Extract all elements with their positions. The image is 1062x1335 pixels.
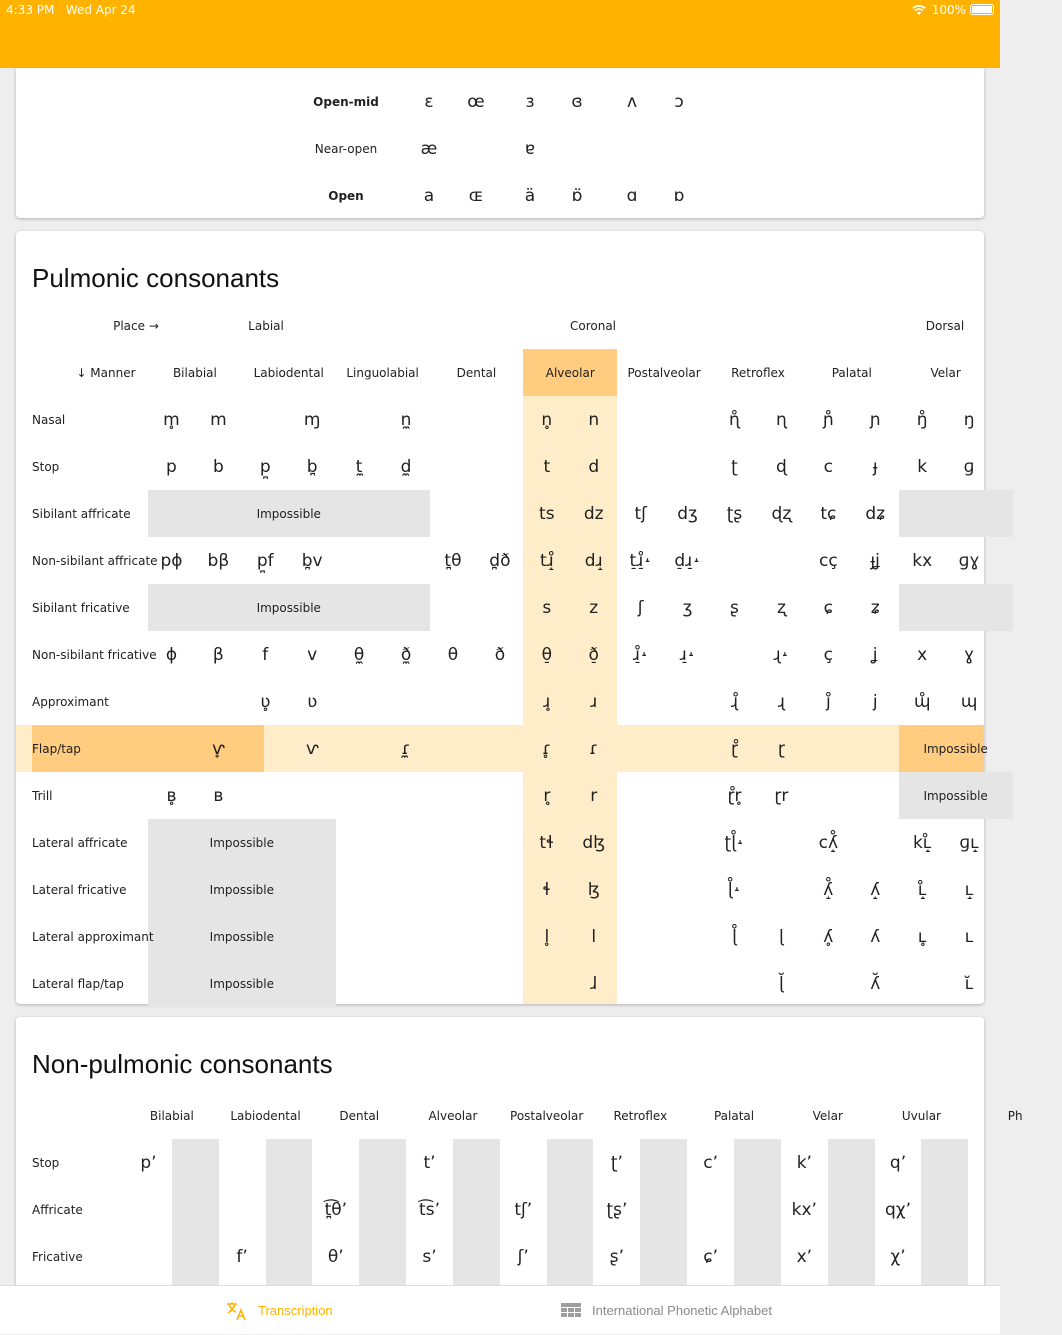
vowel-symbol: æ (420, 139, 438, 159)
ipa-symbol: ʈ (731, 456, 738, 477)
pulmonic-card (16, 231, 988, 1004)
ipa-symbol: ʈʂʼ (606, 1199, 628, 1220)
tab-ipa-label: International Phonetic Alphabet (592, 1303, 772, 1318)
ipa-symbol: z (589, 597, 599, 618)
row-label: Flap/tap (32, 741, 81, 756)
nonpulmonic-impossible-stripe (828, 1139, 875, 1300)
vowel-symbol: a (423, 186, 435, 206)
ipa-symbol: sʼ (422, 1246, 437, 1267)
row-label: Affricate (32, 1202, 83, 1217)
tab-ipa[interactable] (560, 1286, 772, 1335)
ipa-symbol: qʼ (889, 1152, 907, 1173)
ipa-symbol: fʼ (236, 1246, 248, 1267)
vowel-symbol: ɒ̈ (571, 186, 583, 206)
ipa-symbol: ts (539, 503, 555, 524)
impossible-label: Impossible (209, 929, 275, 944)
nonpulmonic-impossible-stripe (547, 1139, 594, 1300)
impossible-block (899, 490, 1013, 537)
column-header: Linguolabial (346, 366, 419, 380)
ipa-symbol: ɭ̆ (779, 973, 784, 994)
column-header: Palatal (831, 366, 872, 380)
ipa-symbol: ɻ˔ (773, 644, 790, 665)
ipa-symbol: θʼ (327, 1246, 344, 1267)
nonpulmonic-impossible-stripe (640, 1139, 687, 1300)
nonpulmonic-impossible-stripe (266, 1139, 313, 1300)
ipa-symbol: b̪ (306, 456, 318, 477)
row-label: Stop (32, 459, 60, 474)
ipa-symbol: t̪θ (444, 550, 462, 571)
ipa-symbol: ʂ (730, 597, 739, 618)
ipa-symbol: ɣ (964, 644, 975, 665)
ipa-symbol: p̪f (256, 550, 274, 571)
ipa-symbol: ʎ (870, 926, 881, 947)
ipa-symbol: ɰ̊ (913, 691, 931, 712)
vowel-symbol: ɔ (674, 92, 684, 112)
ipa-symbol: ʎ̝̊ (823, 879, 834, 900)
tab-transcription[interactable] (226, 1286, 333, 1335)
ipa-symbol: ʟ̝̊ (917, 879, 927, 900)
ipa-symbol: ʎ̝ (870, 879, 881, 900)
nonpulmonic-card (16, 1017, 1023, 1317)
column-header: Velar (812, 1109, 843, 1123)
ipa-symbol: l (591, 926, 597, 947)
table-icon (560, 1301, 582, 1321)
ipa-symbol: ɽ̊ (730, 738, 738, 759)
row-label: Non-sibilant affricate (32, 553, 158, 568)
ipa-symbol: dʒ (677, 503, 698, 524)
vowel-symbol: ʌ (626, 92, 638, 112)
ipa-symbol: ʙ (213, 785, 224, 806)
manner-label: ↓ Manner (76, 366, 136, 380)
ipa-symbol: ɕʼ (703, 1246, 718, 1267)
ipa-symbol: dʑ (865, 503, 886, 524)
ipa-symbol: ʎ̥ (823, 926, 834, 947)
impossible-label: Impossible (923, 741, 988, 756)
column-header: Retroflex (613, 1109, 668, 1123)
ipa-symbol: ʈʼ (610, 1152, 623, 1173)
ipa-symbol: ɻ̊ (730, 691, 738, 712)
vowel-symbol: ɒ (673, 186, 685, 206)
vowel-symbol: ä (524, 186, 536, 206)
column-header: Bilabial (149, 1109, 194, 1123)
ipa-symbol: β (212, 644, 224, 665)
ipa-symbol: ɭ̊ (732, 926, 737, 947)
ipa-symbol: m̥ (163, 409, 180, 430)
vowel-symbol: ɜ (525, 92, 535, 112)
vowel-row-label: Open-mid (313, 95, 379, 109)
row-label: Fricative (32, 1249, 83, 1264)
status-time: 4:33 PM (6, 3, 55, 17)
ipa-symbol: ʒ (682, 597, 693, 618)
ipa-symbol: ɮ (587, 879, 600, 900)
ipa-symbol: t͡sʼ (419, 1199, 440, 1220)
impossible-block (899, 584, 1013, 631)
row-label: Trill (32, 788, 53, 803)
ipa-symbol: kʟ̝̊ (912, 832, 932, 853)
ipa-symbol: n̼ (400, 409, 412, 430)
vowel-symbol: œ (467, 92, 485, 112)
ipa-symbol: ʋ̥ (260, 691, 271, 712)
column-header: Uvular (901, 1109, 941, 1123)
ipa-symbol: ʟ (964, 926, 974, 947)
nonpulmonic-impossible-stripe (921, 1139, 968, 1300)
vowel-symbol: ɐ (524, 139, 536, 159)
ipa-symbol: ʐ (776, 597, 786, 618)
ipa-symbol: ʟ̆ (964, 973, 974, 994)
column-header: Dental (339, 1109, 380, 1123)
impossible-label: Impossible (256, 506, 321, 521)
wifi-icon (912, 5, 926, 16)
ipa-symbol: ʋ (307, 691, 318, 712)
column-header: Ph (1007, 1109, 1023, 1123)
status-date: Wed Apr 24 (65, 3, 136, 17)
column-header: Postalveolar (627, 366, 701, 380)
ipa-symbol: ɬ (542, 879, 551, 900)
impossible-label: Impossible (256, 600, 321, 615)
ipa-symbol: dɹ̝ (584, 550, 603, 571)
ipa-symbol: ç (823, 644, 833, 665)
ipa-symbol: tɬ (539, 832, 555, 853)
ipa-symbol: dɮ (582, 832, 606, 853)
column-header: Palatal (713, 1109, 755, 1123)
ipa-symbol: ʃʼ (517, 1246, 529, 1267)
ipa-symbol: tʃ (634, 503, 647, 524)
ipa-symbol: ʎ̆ (870, 973, 881, 994)
nonpulmonic-impossible-stripe (734, 1139, 781, 1300)
ipa-symbol: b (212, 456, 224, 477)
column-header: Retroflex (731, 366, 785, 380)
nonpulmonic-title: Non-pulmonic consonants (32, 1049, 333, 1079)
ipa-symbol: s (542, 597, 552, 618)
row-label: Lateral flap/tap (32, 976, 124, 991)
ipa-symbol: ɹ̥ (543, 691, 551, 712)
ipa-symbol: ɹ̠̊˔ (632, 644, 649, 665)
ipa-symbol: ɖ (776, 456, 787, 477)
vowel-row-label: Near-open (314, 142, 378, 156)
ipa-symbol: ɭ̊˔ (727, 879, 742, 900)
ipa-symbol: ɻ (777, 691, 785, 712)
status-time-date (6, 3, 136, 17)
ipa-symbol: ɾ̥ (542, 738, 552, 759)
ipa-symbol: ŋ (963, 409, 975, 430)
ipa-symbol: ŋ̊ (916, 409, 928, 430)
ipa-symbol: pɸ (160, 550, 183, 571)
row-label: Lateral fricative (32, 882, 127, 897)
ipa-symbol: ʟ̝ (964, 879, 974, 900)
ipa-symbol: ɱ (303, 409, 321, 430)
tab-bar (0, 1285, 1000, 1334)
ipa-symbol: ʈʂ (726, 503, 743, 524)
ipa-symbol: qχʼ (885, 1199, 912, 1220)
ipa-symbol: cʎ̝̊ (818, 832, 839, 853)
vowel-symbol: ɑ (626, 186, 638, 206)
ipa-symbol: ɕ (823, 597, 833, 618)
ipa-symbol: ɳ (775, 409, 787, 430)
ipa-symbol: j̊ (825, 691, 831, 712)
ipa-symbol: ɾ̼ (401, 738, 411, 759)
ipa-symbol: ɭ (779, 926, 784, 947)
ipa-symbol: ð (494, 644, 506, 665)
ipa-symbol: r̥ (543, 785, 551, 806)
ipa-symbol: ɡ (963, 456, 975, 477)
ipa-symbol: pʼ (140, 1152, 157, 1173)
ipa-symbol: m (210, 409, 227, 430)
ipa-symbol: p (166, 456, 177, 477)
vowel-symbol: ɶ (468, 186, 484, 206)
ipa-symbol: ɾ (589, 738, 599, 759)
vowel-symbol: ɛ (424, 92, 434, 112)
ipa-symbol: ʝ (872, 644, 878, 665)
row-label: Non-sibilant fricative (32, 647, 157, 662)
vowels-card (16, 68, 984, 218)
ipa-symbol: p̪ (259, 456, 271, 477)
ipa-symbol: b̪v (301, 550, 323, 571)
ipa-symbol: ɺ (590, 973, 598, 994)
ipa-symbol: c (823, 456, 833, 477)
ipa-symbol: ɟ (872, 456, 878, 477)
nonpulmonic-impossible-stripe (359, 1139, 406, 1300)
tab-transcription-label: Transcription (258, 1303, 333, 1318)
translate-icon (226, 1301, 248, 1321)
ipa-symbol: tɕ (820, 503, 837, 524)
row-label: Stop (32, 1155, 60, 1170)
ipa-symbol: tɹ̝̊ (539, 550, 554, 571)
pulmonic-title: Pulmonic consonants (32, 263, 280, 293)
status-bar (0, 0, 1000, 68)
ipa-symbol: n (588, 409, 600, 430)
ipa-symbol: n̥ (541, 409, 553, 430)
status-right (912, 3, 966, 17)
column-header: Alveolar (428, 1109, 478, 1123)
column-header: Labiodental (230, 1109, 301, 1123)
ipa-symbol: cç (818, 550, 838, 571)
column-header: Bilabial (172, 366, 217, 380)
ipa-symbol: χʼ (890, 1246, 906, 1267)
row-label: Lateral approximant (32, 929, 154, 944)
ipa-symbol: θ̠ (541, 644, 553, 665)
ipa-symbol: t̪͡θʼ (324, 1199, 348, 1220)
ipa-symbol: tʃʼ (514, 1199, 533, 1220)
ipa-symbol: d (588, 456, 600, 477)
row-label: Nasal (32, 412, 66, 427)
ipa-symbol: ʃ (637, 597, 644, 618)
group-dorsal: Dorsal (925, 319, 965, 333)
column-header: Labiodental (253, 366, 324, 380)
ipa-symbol: v (307, 644, 318, 665)
impossible-label: Impossible (209, 976, 275, 991)
nonpulmonic-impossible-stripe (453, 1139, 500, 1300)
row-label: Lateral affricate (32, 835, 128, 850)
ipa-symbol: ɽ̊r̥ (727, 785, 742, 806)
ipa-symbol: d̼ (400, 456, 412, 477)
column-header: Velar (930, 366, 961, 380)
ipa-symbol: θ̼ (353, 644, 365, 665)
ipa-symbol: r (590, 785, 598, 806)
ipa-symbol: ɽ (777, 738, 785, 759)
ipa-symbol: ɲ (869, 409, 881, 430)
row-label: Sibilant fricative (32, 600, 130, 615)
place-label: Place → (113, 319, 159, 333)
ipa-symbol: ɰ (960, 691, 978, 712)
ipa-symbol: ɳ̊ (729, 409, 740, 430)
ipa-symbol: t̠ɹ̠̊˔ (629, 550, 652, 571)
ipa-symbol: ɽr (774, 785, 789, 806)
ipa-symbol: ʟ̥ (917, 926, 927, 947)
group-labial: Labial (248, 319, 284, 333)
ipa-symbol: ʑ (870, 597, 880, 618)
ipa-symbol: tʼ (423, 1152, 436, 1173)
ipa-symbol: ɖʐ (771, 503, 792, 524)
ipa-symbol: x (917, 644, 928, 665)
vowel-row-label: Open (328, 189, 364, 203)
ipa-symbol: t̼ (355, 456, 363, 477)
ipa-symbol: kx (912, 550, 933, 571)
ipa-symbol: ʙ̥ (166, 785, 177, 806)
ipa-symbol: ʂʼ (609, 1246, 625, 1267)
column-header: Alveolar (545, 366, 595, 380)
ipa-symbol: ɡɣ (958, 550, 980, 571)
ipa-symbol: ɸ (165, 644, 178, 665)
ipa-symbol: kʼ (796, 1152, 812, 1173)
ipa-symbol: kxʼ (791, 1199, 817, 1220)
ipa-symbol: ⱱ̟ (212, 738, 225, 759)
column-header: Postalveolar (510, 1109, 584, 1123)
column-header: Dental (456, 366, 497, 380)
ipa-symbol: j (872, 691, 878, 712)
ipa-symbol: d̪ð (489, 550, 511, 571)
ipa-symbol: ɹ̠˔ (679, 644, 696, 665)
group-coronal: Coronal (569, 319, 617, 333)
ipa-symbol: cʼ (703, 1152, 718, 1173)
ipa-symbol: l̥ (544, 926, 550, 947)
ipa-symbol: ɡʟ̝ (959, 832, 979, 853)
vowel-symbol: ɞ (571, 92, 583, 112)
ipa-symbol: t (543, 456, 551, 477)
ipa-symbol: xʼ (796, 1246, 813, 1267)
ipa-symbol: ɲ̊ (822, 409, 834, 430)
ipa-symbol: ð̼ (400, 644, 412, 665)
impossible-label: Impossible (209, 882, 275, 897)
ipa-symbol: θ (447, 644, 459, 665)
row-label: Approximant (32, 694, 109, 709)
impossible-label: Impossible (923, 788, 988, 803)
impossible-label: Impossible (209, 835, 275, 850)
ipa-symbol: f (262, 644, 269, 665)
ipa-symbol: d̠ɹ̠˔ (674, 550, 701, 571)
ipa-symbol: k (917, 456, 928, 477)
ipa-symbol: ɹ (590, 691, 598, 712)
ipa-symbol: ð̠ (588, 644, 599, 665)
ipa-symbol: dz (583, 503, 604, 524)
battery-icon (970, 4, 994, 15)
row-label: Sibilant affricate (32, 506, 131, 521)
ipa-symbol: bβ (207, 550, 230, 571)
ipa-symbol: ⱱ (305, 738, 319, 759)
ipa-symbol: ʈɭ̊˔ (724, 832, 745, 853)
nonpulmonic-impossible-stripe (172, 1139, 219, 1300)
battery-percent: 100% (931, 3, 966, 17)
ipa-symbol: ɟʝ (870, 550, 881, 571)
